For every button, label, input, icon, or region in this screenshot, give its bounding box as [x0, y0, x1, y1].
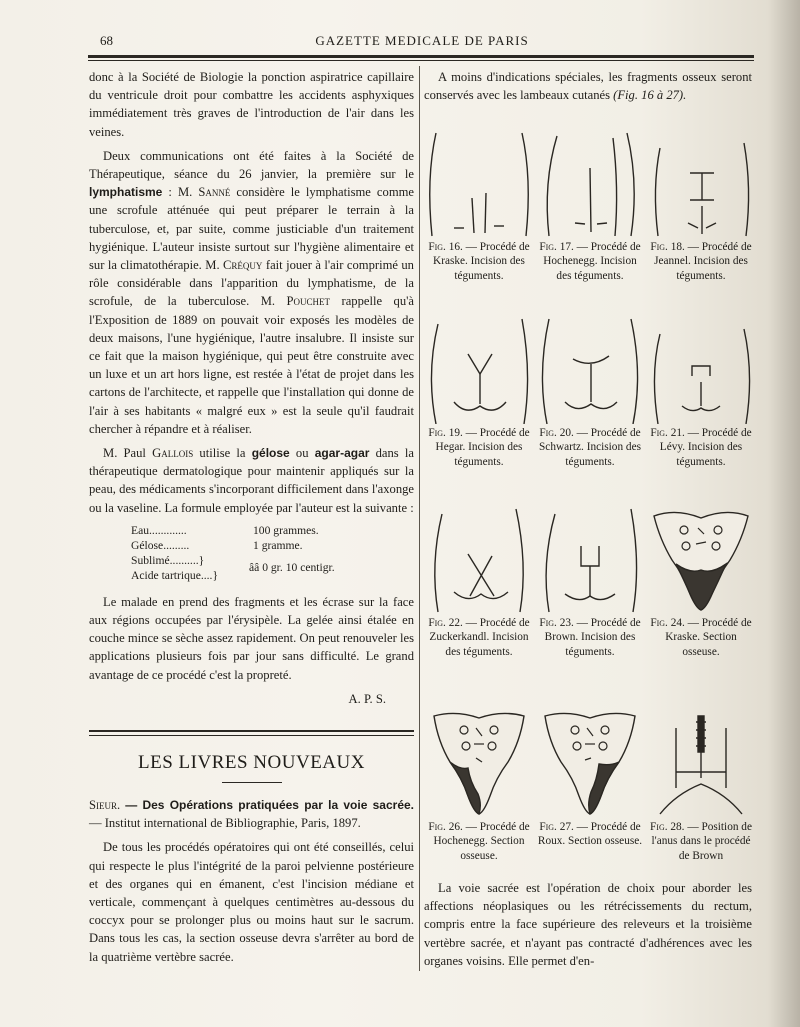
term-agar: agar-agar	[314, 446, 370, 461]
left-column	[89, 68, 414, 708]
formula-ingredient: Eau.............	[131, 523, 187, 537]
figure-label: Fig. 21.	[650, 427, 685, 439]
figure-text: — Procédé de Brown. Incision des téguments.	[544, 617, 641, 658]
formula-amount: 1 gramme.	[253, 538, 303, 552]
term-lymphatisme: lymphatisme	[89, 185, 163, 200]
text-run: dans la thérapeutique dermatologique pour maintenir appliqués sur la peau, des médicaments s'incorporant difficilement dans l'axonge ou la vaseline. La formule employée par l'auteur est la suivante :	[89, 446, 414, 515]
figure-text: — Procédé de Lévy. Incision des téguments.	[659, 427, 752, 468]
formula-row	[131, 523, 414, 538]
fig26-drawing	[424, 708, 534, 818]
figure-text: — Procédé de Zuckerkandl. Incision des téguments.	[429, 617, 530, 658]
figure-label: Fig. 23.	[539, 617, 574, 629]
figure-text: — Procédé de Schwartz. Incision des téguments.	[539, 427, 641, 468]
figure-21	[646, 314, 756, 469]
figure-caption	[424, 240, 534, 283]
book-publisher: — Institut international de Bibliographie, Paris, 1897.	[89, 816, 361, 831]
formula-row	[131, 538, 414, 553]
header-rule-thin	[88, 60, 754, 61]
paragraph-procedes: De tous les procédés opératoires qui ont été conseillés, celui qui respecte le plus l'intégrité de la paroi pelvienne postérieure et des organes qui en émanent, c'est l'incision médiane et verticale, commençant à quelques centimètres au-dessous du coccyx pour se prolonger plus ou moins haut sur le sacrum. Dans tous les cas, la section osseuse devra s'arrêter au bord de la quatrième vertèbre sacrée.	[89, 840, 414, 964]
figure-label: Fig. 16.	[428, 241, 463, 253]
text-run: rappelle qu'à l'Exposition de 1889 on pouvait voir exposés les modèles de deux maisons, l'une hygiénique, l'autre insalubre. Il insiste sur ce fait que la maison hygiénique, qui peut être construite avec un luxe et un art hors ligne, est restée à l'état de projet dans les cartons de l'architecte, et rappelle que l'installation qui donne de l'air à ses habitants « malgré eux » est la seule qu'il faudrait chercher à répandre et à réaliser.	[89, 294, 414, 436]
figure-22	[424, 504, 534, 659]
figure-label: Fig. 22.	[428, 617, 463, 629]
figure-20	[535, 314, 645, 469]
figure-18	[646, 128, 756, 283]
formula-block	[131, 523, 414, 583]
fig16-drawing	[424, 128, 534, 238]
figure-24	[646, 504, 756, 659]
figure-label: Fig. 18.	[650, 241, 685, 253]
figure-28	[646, 708, 756, 863]
right-intro	[424, 68, 752, 110]
figure-text: — Procédé de Hochenegg. Incision des téguments.	[543, 241, 641, 282]
figure-19	[424, 314, 534, 469]
text-run: utilise la	[193, 446, 252, 461]
figure-label: Fig. 26.	[428, 821, 463, 833]
figure-label: Fig. 19.	[428, 427, 463, 439]
figure-text: — Position de l'anus dans le procédé de Brown	[651, 821, 752, 862]
figure-caption	[424, 426, 534, 469]
author-gallois: Gallois	[152, 446, 194, 461]
fig19-drawing	[424, 314, 534, 424]
figure-caption	[646, 820, 756, 863]
figure-caption	[646, 240, 756, 283]
figure-23	[535, 504, 645, 659]
fig18-drawing	[646, 128, 756, 238]
running-title: GAZETTE MEDICALE DE PARIS	[315, 33, 529, 48]
figure-label: Fig. 20.	[539, 427, 574, 439]
figure-caption	[535, 820, 645, 849]
title-underline	[222, 782, 282, 783]
figure-label: Fig. 17.	[539, 241, 574, 253]
book-review	[89, 796, 414, 972]
figure-caption	[535, 616, 645, 659]
paragraph-gelose	[89, 444, 414, 517]
text-run: considère le lymphatisme comme une scrofule atténuée qui peut préparer le terrain à la tuberculose, et, par suite, comme justiciable d'un traitement hygiénique. L'auteur insiste surtout sur l'hygiène alimentaire et sur la climatothérapie. M.	[89, 185, 414, 273]
section-title: LES LIVRES NOUVEAUX	[138, 752, 365, 773]
figure-27	[535, 708, 645, 849]
fig20-drawing	[535, 314, 645, 424]
fig23-drawing	[535, 504, 645, 614]
fig21-drawing	[646, 314, 756, 424]
fig24-drawing	[646, 504, 756, 614]
text-run: ou	[289, 446, 315, 461]
header-rule	[88, 55, 754, 58]
formula-ingredient: Gélose.........	[131, 538, 190, 552]
figure-text: — Procédé de Kraske. Incision des téguments.	[433, 241, 530, 282]
section-rule	[89, 730, 414, 732]
text-run: M. Paul	[103, 446, 153, 461]
text-run: : M.	[162, 185, 199, 200]
fig22-drawing	[424, 504, 534, 614]
fig27-drawing	[535, 708, 645, 818]
figure-17	[535, 128, 645, 283]
figure-text: — Procédé de Hegar. Incision des téguments.	[435, 427, 530, 468]
formula-brace-group	[131, 553, 414, 583]
figure-label: Fig. 24.	[650, 617, 685, 629]
figure-reference: (Fig. 16 à 27).	[613, 88, 687, 103]
author-sanne: Sanné	[198, 185, 231, 200]
formula-amount: 100 grammes.	[253, 523, 319, 537]
paragraph-usage: Le malade en prend des fragments et les écrase sur la face aux régions occupées par l'érysipèle. La gelée ainsi étalée en couche mince se sèche assez rapidement. On peut renouveler les applications plusieurs fois par jour sans difficulté. Le grand avantage de ce procédé c'est la propreté.	[89, 594, 414, 682]
column-divider	[419, 66, 420, 971]
formula-amount: ââ 0 gr. 10 centigr.	[249, 560, 335, 574]
figure-label: Fig. 27.	[539, 821, 574, 833]
figure-text: — Procédé de Kraske. Section osseuse.	[665, 617, 752, 658]
figure-grid	[424, 118, 756, 876]
page-number: 68	[100, 33, 113, 48]
figure-caption	[535, 426, 645, 469]
fig17-drawing	[535, 128, 645, 238]
figure-text: — Procédé de Hochenegg. Section osseuse.	[433, 821, 530, 862]
figure-text: — Procédé de Roux. Section osseuse.	[537, 821, 643, 848]
figure-label: Fig. 28.	[650, 821, 685, 833]
author-crequy: Créquy	[223, 258, 263, 273]
section-rule-thin	[89, 735, 414, 736]
book-author: Sieur.	[89, 798, 121, 812]
figure-caption	[424, 616, 534, 659]
figure-caption	[424, 820, 534, 863]
book-citation	[89, 796, 414, 832]
formula-ingredient: Acide tartrique....}	[131, 568, 219, 582]
text-run: Deux communications ont été faites à la Société de Thérapeutique, séance du 26 janvier, la première sur le	[89, 148, 414, 182]
term-gelose: gélose	[251, 446, 290, 461]
figure-caption	[535, 240, 645, 283]
text-run: A moins d'indications spéciales, les fragments osseux seront conservés avec les lambeaux cutanés	[424, 70, 752, 103]
figure-text: — Procédé de Jeannel. Incision des téguments.	[654, 241, 752, 282]
figure-26	[424, 708, 534, 863]
fig28-drawing	[646, 708, 756, 818]
signature: A. P. S.	[348, 691, 386, 706]
figure-caption	[646, 426, 756, 469]
figure-caption	[646, 616, 756, 659]
page-header	[92, 30, 752, 54]
paragraph-fragments	[424, 68, 752, 104]
figure-16	[424, 128, 534, 283]
paragraph-lymphatisme	[89, 147, 414, 438]
book-title: — Des Opérations pratiquées par la voie sacrée.	[125, 798, 414, 812]
text-run: fait jouer à l'air comprimé un rôle considérable dans l'apparition du lymphatisme, de la scrofule, de la tuberculose. M.	[89, 258, 414, 309]
right-closing	[424, 879, 752, 976]
paragraph-voie-sacree: La voie sacrée est l'opération de choix pour aborder les affections néoplasiques ou les rétrécissements du rectum, compris entre la face supérieure des releveurs et la troisième vertèbre sacrée, et n'ayant pas contracté d'adhérences avec les organes voisins. Elle permet d'en-	[424, 881, 752, 968]
author-pouchet: Pouchet	[286, 294, 331, 309]
paragraph-biologie: donc à la Société de Biologie la ponction aspiratrice capillaire du ventricule droit pour combattre les accidents asphyxiques immédiatement très graves de l'introduction de l'air dans les veines.	[89, 70, 414, 139]
formula-ingredient: Sublimé..........}	[131, 553, 205, 567]
